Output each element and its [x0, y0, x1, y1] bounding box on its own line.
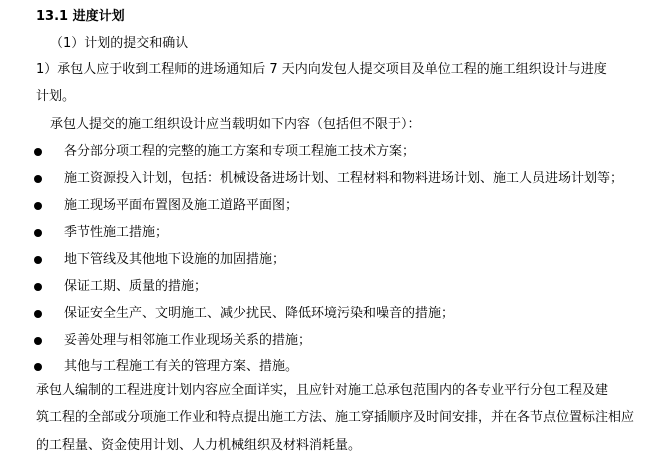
bullet-icon [34, 175, 42, 183]
section-heading: 13.1 进度计划 [36, 9, 125, 24]
bullet-icon [34, 229, 42, 237]
list-item-text: 施工资源投入计划，包括：机械设备进场计划、工程材料和物料进场计划、施工人员进场计划等； [64, 171, 624, 186]
list-item-text: 各分部分项工程的完整的施工方案和专项工程施工技术方案； [64, 144, 416, 159]
list-item-text: 保证工期、质量的措施； [64, 279, 208, 294]
list-item-text: 其他与工程施工有关的管理方案、措施。 [64, 359, 299, 374]
section-subheading: （1）计划的提交和确认 [50, 36, 189, 51]
paragraph-1-line-1: 1）承包人应于收到工程师的进场通知后 7 天内向发包人提交项目及单位工程的施工组织设计与进度 [36, 62, 607, 77]
bullet-icon [34, 148, 42, 156]
bullet-icon [34, 256, 42, 264]
list-item-text: 季节性施工措施； [64, 225, 169, 240]
list-item-text: 妥善处理与相邻施工作业现场关系的措施； [64, 333, 312, 348]
bullet-icon [34, 337, 42, 345]
bullet-icon [34, 202, 42, 210]
bullet-icon [34, 363, 42, 371]
paragraph-3-line-1: 承包人编制的工程进度计划内容应全面详实，且应针对施工总承包范围内的各专业平行分包工程及建 [36, 383, 609, 398]
bullet-icon [34, 283, 42, 291]
paragraph-3-line-2: 筑工程的全部或分项施工作业和特点提出施工方法、施工穿插顺序及时间安排，并在各节点位置标注相应 [36, 410, 635, 425]
list-item-text: 施工现场平面布置图及施工道路平面图； [64, 198, 299, 213]
bullet-icon [34, 310, 42, 318]
paragraph-2: 承包人提交的施工组织设计应当载明如下内容（包括但不限于）： [50, 117, 421, 132]
list-item-text: 地下管线及其他地下设施的加固措施； [64, 252, 286, 267]
paragraph-3-line-3: 的工程量、资金使用计划、人力机械组织及材料消耗量。 [36, 438, 362, 453]
paragraph-1-line-2: 计划。 [36, 89, 76, 104]
list-item-text: 保证安全生产、文明施工、减少扰民、降低环境污染和噪音的措施； [64, 306, 455, 321]
